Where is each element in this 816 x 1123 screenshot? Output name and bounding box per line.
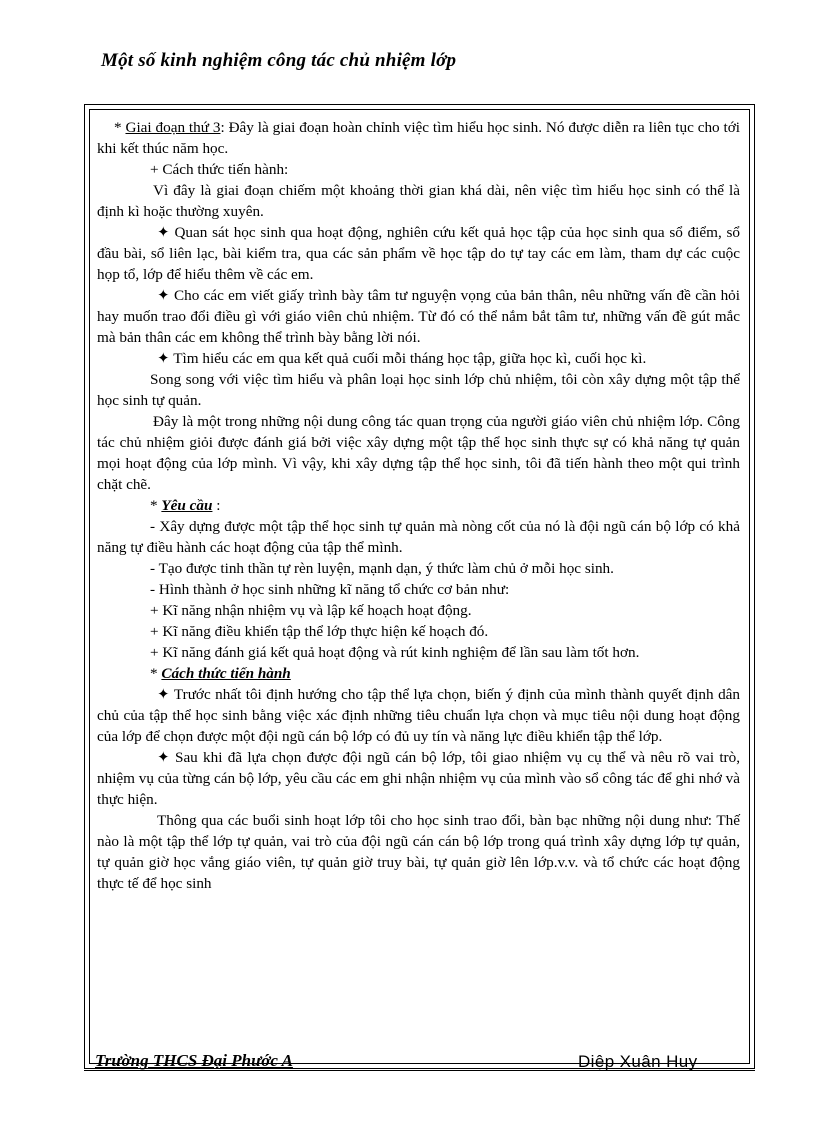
- paragraph: Song song với việc tìm hiểu và phân loại học sinh lớp chủ nhiệm, tôi còn xây dựng một tập thể học sinh tự quản.: [97, 371, 740, 409]
- bullet-item: ✦ Quan sát học sinh qua hoạt động, nghiên cứu kết quả học tập của học sinh qua sổ điểm, sổ đầu bài, sổ liên lạc, bài kiểm tra, qua các sản phẩm về học tập do tự tay các em làm, tham dự các cuộc họp tổ, lớp để hiểu thêm về các em.: [97, 224, 740, 283]
- paragraph-stage-3: * Giai đoạn thứ 3: Đây là giai đoạn hoàn chỉnh việc tìm hiểu học sinh. Nó được diễn ra liên tục cho tới khi kết thúc năm học.: [97, 119, 740, 157]
- requirements-label: Yêu cầu: [161, 497, 213, 514]
- bullet-item: ✦ Tìm hiểu các em qua kết quả cuối mỗi tháng học tập, giữa học kì, cuối học kì.: [157, 350, 647, 367]
- bullet-item: ✦ Trước nhất tôi định hướng cho tập thể lựa chọn, biến ý định của mình thành quyết định dân chủ của tập thể học sinh bằng việc xác định những tiêu chuẩn lựa chọn và mục tiêu nội dung hoạt động của lớp để chọn được một đội ngũ cán bộ lớp có đủ uy tín và năng lực điều khiển tập thể lớp.: [97, 686, 740, 745]
- paragraph: Vì đây là giai đoạn chiếm một khoảng thời gian khá dài, nên việc tìm hiểu học sinh có thể là định kì hoặc thường xuyên.: [97, 182, 740, 220]
- bullet-item: ✦ Cho các em viết giấy trình bày tâm tư nguyện vọng của bản thân, nêu những vấn đề cần hỏi hay muốn trao đổi điều gì với giáo viên chủ nhiệm. Từ đó có thể nắm bắt tâm tư, những vấn đề gút mắc mà bản thân các em không thể trình bày bằng lời nói.: [97, 287, 740, 346]
- paragraph: Đây là một trong những nội dung công tác quan trọng của người giáo viên chủ nhiệm lớp. Công tác chủ nhiệm giỏi được đánh giá bởi việc xây dựng một tập thể học sinh thực sự có khả năng tự quản mọi hoạt động của lớp mình. Vì vậy, khi xây dựng tập thể học sinh, tôi đã tiến hành theo một qui trình chặt chẽ.: [97, 413, 740, 493]
- paragraph-method-heading: + Cách thức tiến hành:: [150, 161, 289, 178]
- list-item: + Kĩ năng nhận nhiệm vụ và lập kế hoạch hoạt động.: [150, 602, 472, 619]
- method-label: Cách thức tiến hành: [161, 665, 291, 682]
- list-item: - Xây dựng được một tập thể học sinh tự quản mà nòng cốt của nó là đội ngũ cán bộ lớp có khả năng tự điều hành các hoạt động của tập thể mình.: [97, 518, 740, 556]
- paragraph: Thông qua các buổi sinh hoạt lớp tôi cho học sinh trao đổi, bàn bạc những nội dung như: Thế nào là một tập thể lớp tự quản, vai trò của đội ngũ cán cán bộ lớp trong quá trình xây dựng lớp tự quản, tự quản giờ học vắng giáo viên, tự quản giờ truy bài, tự quản giờ lên lớp.v.v. và tổ chức các hoạt động thực tế để học sinh: [97, 812, 740, 892]
- list-item: + Kĩ năng đánh giá kết quả hoạt động và rút kinh nghiệm để lần sau làm tốt hơn.: [150, 644, 640, 661]
- footer-school: Trường THCS Đại Phước A: [95, 1051, 293, 1070]
- bullet-item: ✦ Sau khi đã lựa chọn được đội ngũ cán bộ lớp, tôi giao nhiệm vụ cụ thể và nêu rõ vai trò, nhiệm vụ của từng cán bộ lớp, yêu cầu các em ghi nhận nhiệm vụ của mình vào sổ công tác để ghi nhớ và thực hiện.: [97, 749, 740, 808]
- requirements-heading: * Yêu cầu :: [150, 497, 221, 514]
- page-title: Một số kinh nghiệm công tác chủ nhiệm lớp: [101, 50, 457, 71]
- document-body: [97, 117, 740, 894]
- method-heading: * Cách thức tiến hành: [150, 665, 291, 682]
- stage-3-label: Giai đoạn thứ 3: [125, 119, 221, 136]
- list-item: - Hình thành ở học sinh những kĩ năng tổ chức cơ bản như:: [150, 581, 510, 598]
- list-item: + Kĩ năng điều khiển tập thể lớp thực hiện kế hoạch đó.: [150, 623, 489, 640]
- footer-author: Diệp Xuân Huy: [578, 1052, 698, 1071]
- list-item: - Tạo được tinh thần tự rèn luyện, mạnh dạn, ý thức làm chủ ở mỗi học sinh.: [150, 560, 614, 577]
